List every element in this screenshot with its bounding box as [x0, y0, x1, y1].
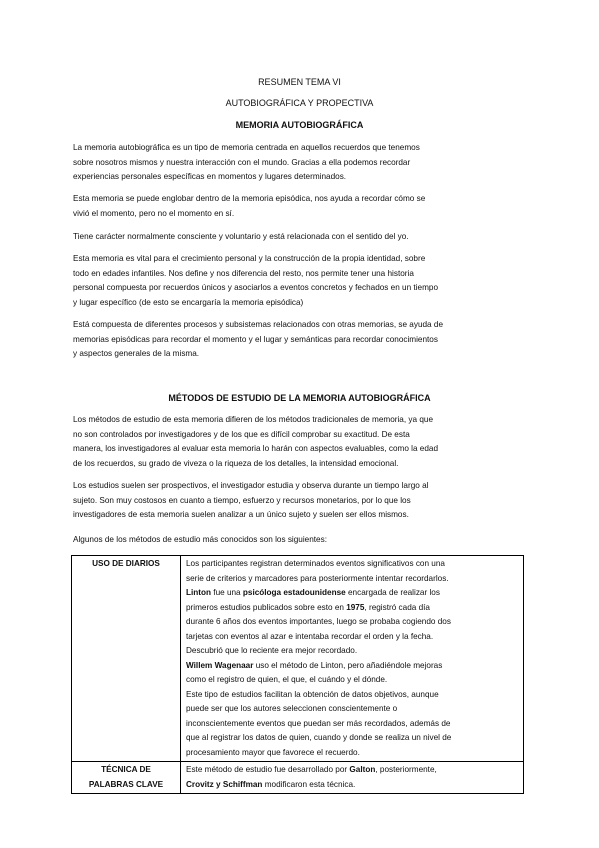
text-line: Los métodos de estudio de esta memoria difieren de los métodos tradicionales de memoria, ya que	[73, 415, 433, 424]
description-lines	[186, 763, 518, 792]
text-segment: serie de criterios y marcadores para posteriormente intentar recordarlos.	[186, 573, 449, 583]
label-line: TÉCNICA DE	[101, 765, 151, 774]
text-line: personal compuesta por recuerdos únicos y asociarlos a eventos concretos y fechados en un tiempo	[73, 283, 439, 292]
text-line: experiencias personales específicas en momentos y lugares determinados.	[73, 172, 347, 181]
methods-table	[71, 555, 524, 794]
text-line	[186, 673, 518, 688]
text-line: La memoria autobiográfica es un tipo de memoria centrada en aquellos recuerdos que tenemos	[73, 143, 420, 152]
text-line	[186, 717, 518, 732]
paragraph-composition	[73, 318, 531, 362]
text-line: Algunos de los métodos de estudio más conocidos son los siguientes:	[73, 535, 327, 544]
text-line: de los recuerdos, su grado de viveza o la riqueza de los detalles, la intensidad emocional.	[73, 458, 399, 468]
text-line	[186, 763, 518, 778]
bold-text: Galton	[349, 765, 376, 774]
text-line: Los estudios suelen ser prospectivos, el investigador estudia y observa durante un tiempo largo al	[73, 481, 429, 490]
text-line: no son controlados por investigadores y de los que es difícil comprobar su exactitud. De esta	[73, 429, 410, 439]
table-row	[72, 556, 524, 762]
text-segment: Este método de estudio fue desarrollado por	[186, 765, 350, 774]
description-lines	[186, 557, 518, 760]
text-line: memorias episódicas para recordar el momento y el lugar y semánticas para recordar conocimientos	[73, 334, 438, 344]
text-line	[186, 778, 518, 793]
section-heading-metodos: MÉTODOS DE ESTUDIO DE LA MEMORIA AUTOBIOGRÁFICA	[168, 393, 431, 403]
text-segment: durante 6 años dos eventos importantes, luego se probaba cogiendo dos	[186, 617, 451, 626]
paragraph-prospective	[73, 479, 531, 523]
label-line: PALABRAS CLAVE	[88, 779, 164, 789]
text-line: sujeto. Son muy costosos en cuanto a tiempo, esfuerzo y recursos monetarios, por lo que los	[73, 495, 411, 505]
text-segment: Los participantes registran determinados eventos significativos con una	[186, 559, 445, 568]
text-segment: procesamiento mayor que favorece el recuerdo.	[186, 747, 360, 757]
paragraph-methods-list-intro	[73, 533, 531, 548]
text-line	[186, 557, 518, 572]
text-line	[186, 615, 518, 630]
text-segment: encargada de realizar los	[345, 588, 440, 597]
text-line: Esta memoria es vital para el crecimiento personal y la construcción de la propia identidad, sobre	[73, 254, 426, 263]
text-line	[186, 601, 518, 616]
text-segment: Descubrió que lo reciente era mejor recordado.	[186, 646, 358, 655]
method-description-diarios	[181, 556, 524, 762]
table-row	[72, 762, 524, 794]
text-line	[186, 659, 518, 674]
text-segment: como el registro de quien, el que, el cuándo y el dónde.	[186, 675, 388, 684]
text-line: investigadores de esta memoria suelen analizar a un único sujeto y suelen ser ellos mismos.	[73, 510, 409, 519]
text-segment: inconscientemente eventos que puedan ser más recordados, además de	[186, 718, 451, 728]
paragraph-intro	[73, 141, 531, 185]
text-line: y aspectos generales de la misma.	[73, 349, 200, 358]
text-line: Está compuesta de diferentes procesos y subsistemas relacionados con otras memorias, se ayuda de	[73, 320, 443, 329]
text-line: manera, los investigadores al evaluar esta memoria lo harán con aspectos evaluables, como la edad	[73, 444, 439, 453]
text-line	[186, 731, 518, 746]
bold-text: Crovitz y Schiffman	[186, 779, 263, 789]
text-line: y lugar específico (de esto se encargaría la memoria episódica)	[73, 297, 304, 307]
text-segment: primeros estudios publicados sobre esto en	[186, 602, 347, 612]
text-line	[186, 688, 518, 703]
bold-text: psicóloga estadounidense	[242, 588, 346, 597]
doc-title: RESUMEN TEMA VI	[258, 77, 341, 87]
method-label-palabras-clave	[72, 762, 181, 794]
text-line	[186, 586, 518, 601]
paragraph-identity	[73, 252, 531, 310]
method-description-palabras-clave	[181, 762, 524, 794]
bold-text: Willem Wagenaar	[186, 660, 254, 670]
text-segment: modificaron esta técnica.	[262, 779, 356, 789]
text-segment: , registró cada día	[364, 602, 430, 612]
bold-text: Linton	[186, 588, 212, 597]
text-line	[186, 644, 518, 659]
text-line	[186, 702, 518, 717]
text-segment: Este tipo de estudios facilitan la obtención de datos objetivos, aunque	[186, 689, 439, 699]
text-line: sobre nosotros mismos y nuestra interacción con el mundo. Gracias a ella podemos recordar	[73, 157, 411, 167]
text-line: Esta memoria se puede englobar dentro de la memoria episódica, nos ayuda a recordar cómo se	[73, 194, 426, 203]
text-segment: fue una	[211, 588, 243, 597]
text-segment: uso el método de Linton, pero añadiéndole mejoras	[253, 660, 443, 670]
text-line: vivió el momento, pero no el momento en sí.	[73, 208, 235, 218]
text-line: todo en edades infantiles. Nos define y nos diferencia del resto, nos permite tener una historia	[73, 268, 414, 278]
method-label-diarios: USO DE DIARIOS	[72, 556, 181, 762]
paragraph-episodic	[73, 192, 531, 221]
paragraph-methods-intro	[73, 413, 531, 471]
text-segment: tarjetas con eventos al azar e intentaba recordar el orden y la fecha.	[186, 631, 434, 641]
text-segment: , posteriormente,	[375, 765, 437, 774]
text-line	[186, 630, 518, 645]
bold-text: 1975	[346, 602, 365, 612]
doc-subtitle: AUTOBIOGRÁFICA Y PROPECTIVA	[225, 98, 374, 108]
text-line	[186, 746, 518, 761]
text-line: Tiene carácter normalmente consciente y voluntario y está relacionada con el sentido del yo.	[73, 232, 409, 241]
text-segment: que al registrar los datos de quien, cuando y donde se realiza un nivel de	[186, 733, 452, 742]
paragraph-character	[73, 230, 531, 245]
section-heading-memoria: MEMORIA AUTOBIOGRÁFICA	[235, 120, 364, 130]
text-line	[186, 572, 518, 587]
text-segment: puede ser que los autores seleccionen conscientemente o	[186, 704, 398, 713]
